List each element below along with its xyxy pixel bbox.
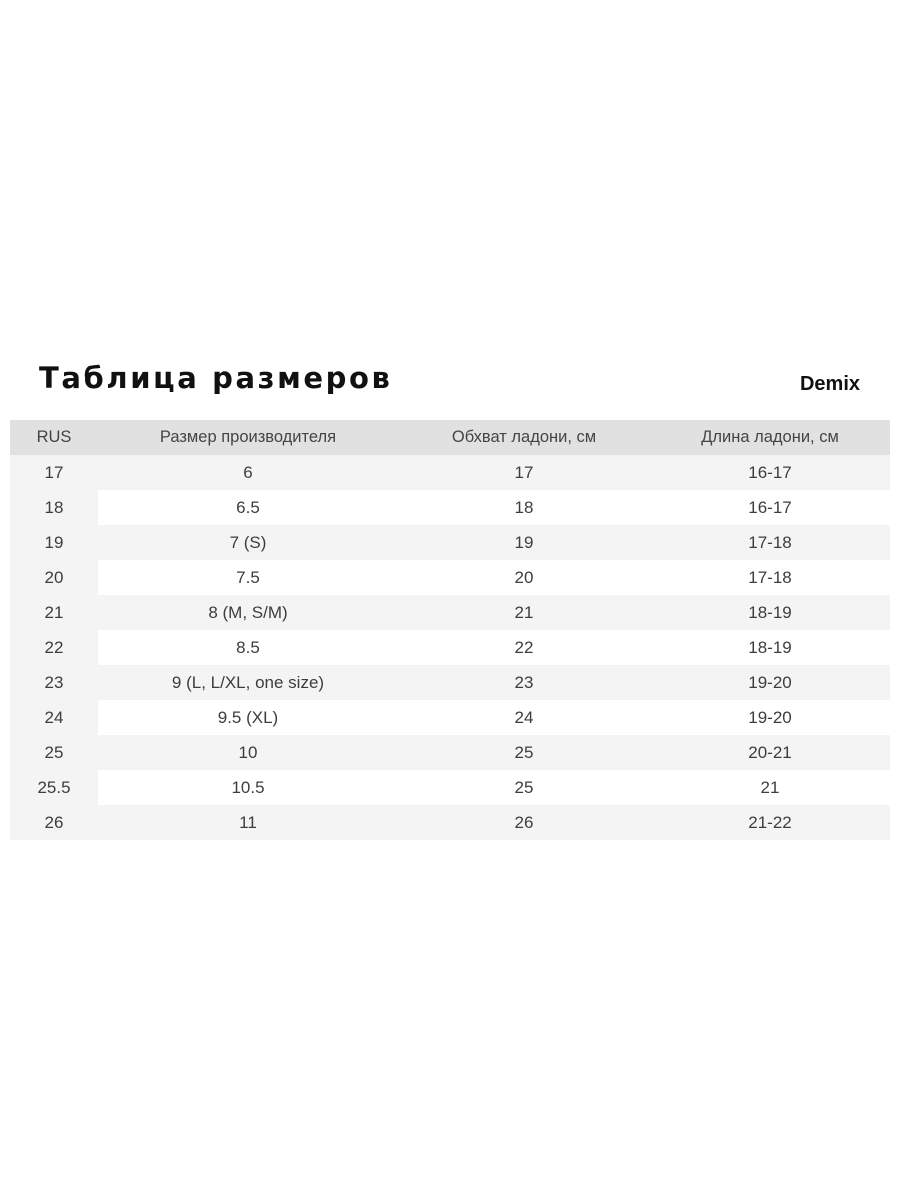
table-body (10, 455, 890, 840)
table-row (10, 595, 890, 630)
cell-palm-girth: 21 (514, 602, 534, 622)
cell-palm-length: 16-17 (748, 462, 792, 482)
cell-rus: 26 (10, 805, 98, 840)
cell-palm-length: 21-22 (748, 812, 792, 832)
table-row (10, 805, 890, 840)
cell-manufacturer-size: 9 (L, L/XL, one size) (171, 672, 325, 692)
table-row (10, 455, 890, 490)
table-row (10, 770, 890, 805)
table-row (10, 560, 890, 595)
table-row (10, 700, 890, 735)
cell-palm-girth: 24 (514, 707, 534, 727)
brand-name: Demix (799, 373, 860, 395)
cell-palm-length: 17-18 (748, 532, 792, 552)
cell-rus: 17 (10, 455, 98, 490)
cell-palm-girth: 17 (514, 462, 534, 482)
cell-palm-girth: 26 (514, 812, 534, 832)
cell-manufacturer-size: 10 (238, 742, 258, 762)
cell-palm-girth: 18 (514, 497, 534, 517)
table-row (10, 665, 890, 700)
cell-palm-girth: 20 (514, 567, 534, 587)
table-header-row (10, 420, 890, 455)
cell-manufacturer-size: 9.5 (XL) (217, 707, 279, 727)
cell-rus: 22 (10, 630, 98, 665)
header-palm-length: Длина ладони, см (701, 428, 839, 446)
cell-rus: 24 (10, 700, 98, 735)
cell-rus: 25.5 (10, 770, 98, 805)
header-manufacturer-size: Размер производителя (159, 428, 337, 446)
cell-palm-girth: 25 (514, 777, 534, 797)
cell-manufacturer-size: 8 (M, S/M) (208, 602, 288, 622)
cell-palm-length: 19-20 (748, 707, 792, 727)
cell-palm-girth: 19 (514, 532, 534, 552)
cell-palm-girth: 23 (514, 672, 534, 692)
cell-manufacturer-size: 7.5 (236, 567, 260, 587)
table-row (10, 630, 890, 665)
cell-rus: 18 (10, 490, 98, 525)
cell-rus: 19 (10, 525, 98, 560)
cell-rus: 20 (10, 560, 98, 595)
header-palm-girth: Обхват ладони, см (451, 428, 597, 446)
cell-palm-girth: 22 (514, 637, 534, 657)
cell-manufacturer-size: 7 (S) (229, 532, 267, 552)
cell-manufacturer-size: 11 (239, 812, 257, 832)
cell-palm-girth: 25 (514, 742, 534, 762)
cell-manufacturer-size: 10.5 (231, 777, 265, 797)
table-row (10, 525, 890, 560)
cell-manufacturer-size: 6 (243, 462, 253, 482)
cell-palm-length: 21 (760, 777, 780, 797)
size-table (10, 420, 890, 840)
cell-palm-length: 20-21 (748, 742, 792, 762)
table-row (10, 735, 890, 770)
cell-palm-length: 18-19 (748, 602, 792, 622)
table-row (10, 490, 890, 525)
cell-manufacturer-size: 8.5 (236, 637, 260, 657)
cell-palm-length: 16-17 (748, 497, 792, 517)
cell-manufacturer-size: 6.5 (236, 497, 260, 517)
cell-rus: 25 (10, 735, 98, 770)
page-title: Таблица размеров (39, 361, 393, 395)
header-rus: RUS (36, 428, 72, 446)
cell-rus: 21 (10, 595, 98, 630)
cell-palm-length: 18-19 (748, 637, 792, 657)
cell-palm-length: 17-18 (748, 567, 792, 587)
cell-palm-length: 19-20 (748, 672, 792, 692)
cell-rus: 23 (10, 665, 98, 700)
